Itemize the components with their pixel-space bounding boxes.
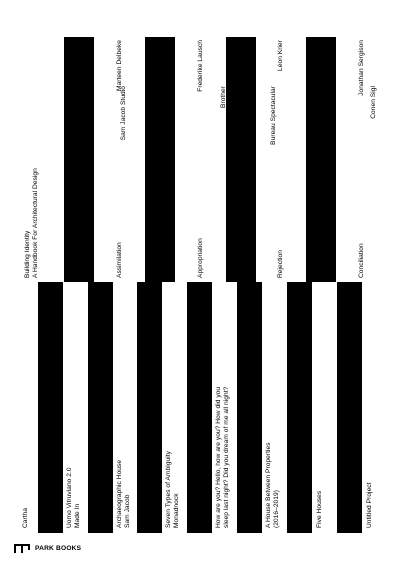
- concept-label-2: Appropriation: [197, 238, 204, 278]
- author-label-2: Frederike Lausch: [197, 40, 204, 92]
- bottom-bar-2: [88, 282, 113, 533]
- project-title-5: How are you? Hello, how are you? How did you sleep last night? Did you dream of me all night?: [215, 386, 230, 528]
- project-office-5: Brother: [220, 86, 227, 108]
- bottom-bar-5: [237, 282, 262, 533]
- project-title-6: A House Between Properties (2016–2019): [265, 442, 280, 528]
- project-office-7: Studio Muoto: [320, 86, 327, 126]
- project-title-8: Untitled Project: [366, 482, 373, 528]
- project-title-2: Uomo Vitruviano 2.0 Made In: [66, 467, 81, 528]
- author-label-4: Jonathan Sergison: [358, 40, 365, 96]
- project-title-7: Five Houses: [316, 490, 323, 528]
- publisher-name: PARK BOOKS: [35, 545, 82, 552]
- project-office-4: Monadnock: [170, 86, 177, 121]
- book-subtitle-line: A Handbook For Architectural Design: [31, 168, 39, 278]
- project-title-4: Seven Types of Ambiguity Monadnock: [165, 451, 180, 528]
- project-office-8: Conen Sigl: [370, 86, 377, 119]
- concept-label-4: Conciliation: [358, 243, 365, 278]
- bottom-bar-1: [38, 282, 63, 533]
- bottom-bar-4: [187, 282, 212, 533]
- concept-label-3: Rejection: [277, 250, 284, 278]
- book-title-line: Building Identity: [24, 230, 31, 278]
- bottom-bar-7: [337, 282, 362, 533]
- publisher-logo: [14, 544, 81, 553]
- project-office-3: Sam Jacob Studio: [120, 86, 127, 141]
- project-office-6: Bureau Spectacular: [270, 86, 277, 145]
- park-books-mark-icon: [14, 544, 30, 553]
- bottom-bar-3: [137, 282, 162, 533]
- author-label-3: Léon Krier: [277, 40, 284, 71]
- project-title-3: Archaeographic House Sam Jacob: [116, 459, 131, 528]
- concept-label-1: Assimilation: [116, 242, 123, 278]
- author-label-1: Marteen Delbeke: [116, 40, 123, 91]
- bottom-bar-6: [287, 282, 312, 533]
- book-title: [24, 118, 48, 278]
- project-office-2: Made in: [71, 86, 78, 110]
- project-title-1: Cartha: [22, 507, 29, 528]
